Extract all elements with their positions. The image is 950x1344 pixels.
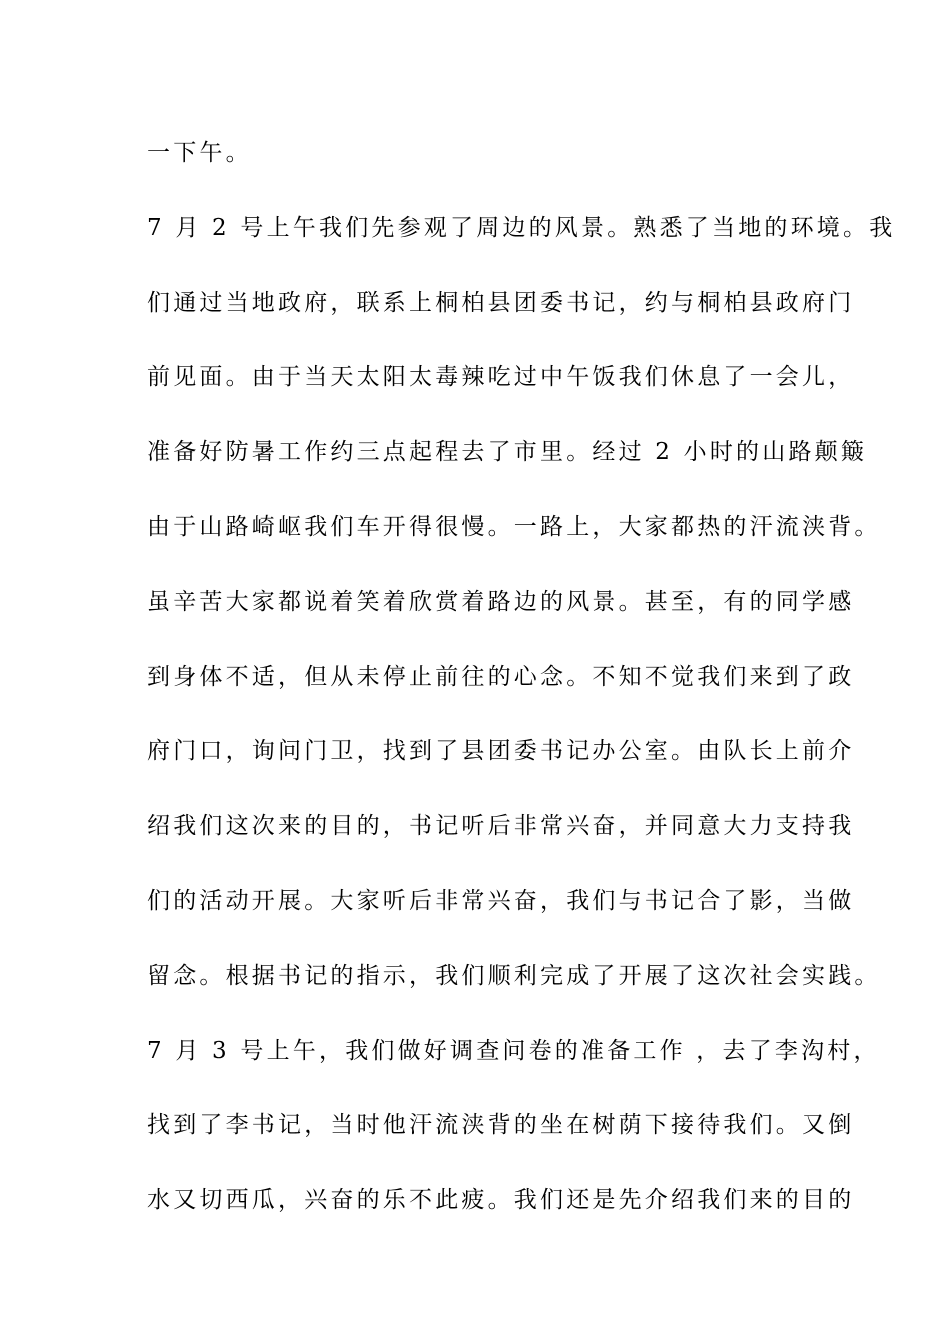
text-line: 们通过当地政府，联系上桐柏县团委书记，约与桐柏县政府门 xyxy=(147,289,855,316)
text-line: 准备好防暑工作约三点起程去了市里。经过 2 小时的山路颠簸 xyxy=(147,439,868,466)
body-text xyxy=(147,131,896,1253)
text-line: 府门口，询问门卫，找到了县团委书记办公室。由队长上前介 xyxy=(147,738,855,765)
text-line: 留念。根据书记的指示，我们顺利完成了开展了这次社会实践。 xyxy=(147,962,881,989)
text-line: 前见面。由于当天太阳太毒辣吃过中午饭我们休息了一会儿， xyxy=(147,364,855,391)
text-line: 一下午。 xyxy=(147,140,252,166)
text-line: 7 月 3 号上午，我们做好调查问卷的准备工作 ，去了李沟村， xyxy=(147,1037,880,1064)
text-line: 由于山路崎岖我们车开得很慢。一路上，大家都热的汗流浃背。 xyxy=(147,513,881,540)
text-line: 们的活动开展。大家听后非常兴奋，我们与书记合了影，当做 xyxy=(147,887,855,914)
text-line: 水又切西瓜，兴奋的乐不此疲。我们还是先介绍我们来的目的 xyxy=(147,1187,855,1214)
text-line: 虽辛苦大家都说着笑着欣赏着路边的风景。甚至，有的同学感 xyxy=(147,588,855,615)
text-line: 找到了李书记，当时他汗流浃背的坐在树荫下接待我们。又倒 xyxy=(147,1112,855,1139)
text-line: 绍我们这次来的目的，书记听后非常兴奋，并同意大力支持我 xyxy=(147,813,855,840)
text-line: 7 月 2 号上午我们先参观了周边的风景。熟悉了当地的环境。我 xyxy=(147,214,896,241)
text-line: 到身体不适，但从未停止前往的心念。不知不觉我们来到了政 xyxy=(147,663,855,690)
